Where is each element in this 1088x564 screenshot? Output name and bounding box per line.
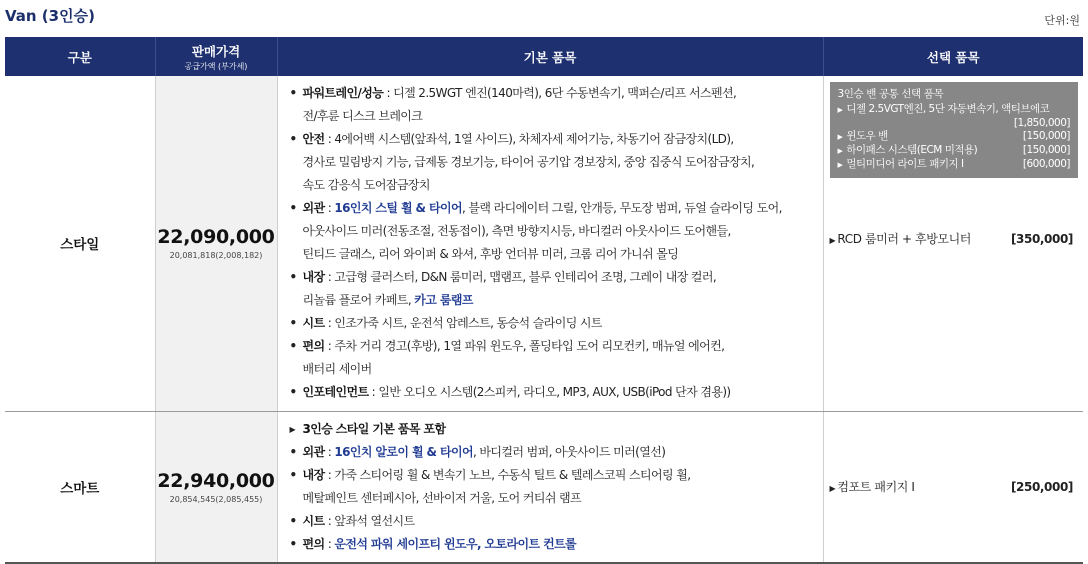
- header-category: 구분: [5, 37, 155, 76]
- basic-item-list: [290, 418, 815, 556]
- trim-row-style: [5, 76, 1083, 411]
- header-price-label: 판매가격: [191, 43, 241, 59]
- option-label: 윈도우 밴: [846, 130, 888, 142]
- option-label: ▶ 컴포트 패키지 I: [830, 478, 915, 495]
- triangle-icon: ▶: [837, 133, 843, 141]
- item-text: 디젤 2.5WGT 엔진(140마력), 6단 수동변속기, 맥퍼슨/리프 서스펜션,: [393, 86, 737, 101]
- triangle-icon: ▶: [837, 161, 843, 169]
- item-text: 배터리 세이버: [302, 362, 372, 377]
- trim-price-detail: 20,854,545(2,085,455): [169, 494, 263, 504]
- item-key: 외관: [302, 444, 325, 459]
- item-text: 전/후륜 디스크 브레이크: [302, 109, 423, 124]
- option-price: [150,000]: [1022, 144, 1070, 156]
- option-label: 하이패스 시스템(ECM 미적용): [846, 144, 978, 156]
- item-key: 인포테인먼트: [302, 385, 369, 400]
- triangle-icon: ▶: [837, 147, 843, 155]
- item-text: 가죽 스티어링 휠 & 변속기 노브, 수동식 틸트 & 텔레스코픽 스티어링 휠,: [334, 467, 691, 482]
- option-price: [600,000]: [1022, 158, 1070, 170]
- option-price: [1,850,000]: [1013, 117, 1070, 129]
- item-text: 아웃사이드 미러(전동조절, 전동접이), 측면 방향지시등, 바디컬러 아웃사이드 도어핸들,: [302, 224, 731, 239]
- item-sep: :: [368, 385, 379, 400]
- trim-price-detail: 20,081,818(2,008,182): [169, 251, 263, 261]
- option-label: 디젤 2.5VGT엔진, 5단 자동변속기, 액티브에코: [846, 103, 1050, 115]
- options-cell: [823, 76, 1083, 411]
- trim-price: 22,940,000: [157, 469, 275, 492]
- list-item: [290, 82, 815, 128]
- item-key: 내장: [302, 270, 325, 285]
- item-key: 파워트레인/성능: [302, 86, 384, 101]
- basic-items-cell: [277, 411, 823, 563]
- trim-name: 스타일: [5, 76, 155, 411]
- option-line: [838, 144, 1071, 158]
- triangle-icon: ▶: [837, 106, 843, 114]
- item-highlight: 16인치 알로이 휠 & 타이어: [334, 444, 473, 459]
- item-text: 속도 감응식 도어잠금장치: [302, 178, 430, 193]
- list-item: [290, 128, 815, 197]
- page-title: Van (3인승): [5, 7, 95, 25]
- item-text: 경사로 밀림방지 기능, 급제동 경보기능, 타이어 공기압 경보장치, 중앙 집중식 도어잠금장치,: [302, 155, 755, 170]
- item-sep: :: [324, 444, 335, 459]
- header-row: [5, 37, 1083, 76]
- trim-row-smart: [5, 411, 1083, 563]
- item-key: 편의: [302, 339, 325, 354]
- header-price-sub: 공급가액 (부가세): [184, 61, 248, 71]
- option-line: [838, 103, 1071, 117]
- item-key: 3인승 스타일 기본 품목 포함: [302, 421, 446, 436]
- option-price: [350,000]: [1010, 231, 1073, 246]
- list-item: [290, 464, 815, 510]
- item-key: 안전: [302, 132, 325, 147]
- option-line: [838, 130, 1071, 144]
- item-text: 앞좌석 열선시트: [334, 513, 415, 528]
- list-item: [290, 197, 815, 266]
- list-item: [290, 312, 815, 335]
- item-sep: :: [324, 513, 335, 528]
- unit-label: 단위:원: [1044, 14, 1080, 27]
- list-item: [290, 381, 815, 404]
- option-line: [838, 117, 1071, 130]
- header-price: [155, 37, 277, 76]
- item-sep: :: [324, 339, 335, 354]
- list-item: [290, 335, 815, 381]
- option-row: [824, 230, 1084, 247]
- trim-price: 22,090,000: [157, 226, 275, 249]
- list-item: [290, 510, 815, 533]
- item-text: 4에어백 시스템(앞좌석, 1열 사이드), 차체자세 제어기능, 차동기어 잠금장치(LD),: [334, 132, 734, 147]
- trim-name: 스마트: [5, 411, 155, 563]
- options-cell: [823, 411, 1083, 563]
- item-key: 편의: [302, 536, 325, 551]
- item-text: 틴티드 글래스, 리어 와이퍼 & 와셔, 후방 언더뷰 미러, 크롬 리어 가니쉬 몰딩: [302, 247, 679, 262]
- list-item: [290, 533, 815, 556]
- list-item: [290, 266, 815, 312]
- item-text: , 블랙 라디에이터 그릴, 안개등, 무도장 범퍼, 듀얼 슬라이딩 도어,: [461, 201, 782, 216]
- option-label: ▶ RCD 룸미러 + 후방모니터: [830, 230, 972, 247]
- item-sep: :: [383, 86, 394, 101]
- item-key: 내장: [302, 467, 325, 482]
- item-key: 외관: [302, 201, 325, 216]
- option-line: [838, 158, 1071, 172]
- item-text: 리놀륨 플로어 카페트,: [302, 293, 415, 308]
- item-text: 고급형 클러스터, D&N 룸미러, 맵램프, 블루 인테리어 조명, 그레이 내장 컬러,: [334, 270, 717, 285]
- item-highlight: 운전석 파워 세이프티 윈도우, 오토라이트 컨트롤: [334, 536, 577, 551]
- basic-item-list: [290, 82, 815, 404]
- item-sep: :: [324, 201, 335, 216]
- list-item: [290, 418, 815, 441]
- item-text: , 바디컬러 범퍼, 아웃사이드 미러(열선): [472, 444, 666, 459]
- item-key: 시트: [302, 513, 325, 528]
- item-sep: :: [324, 467, 335, 482]
- item-text: 인조가죽 시트, 운전석 암레스트, 동승석 슬라이딩 시트: [334, 316, 602, 331]
- price-cell: [155, 76, 277, 411]
- item-sep: :: [324, 316, 335, 331]
- header-options: 선택 품목: [823, 37, 1083, 76]
- item-sep: :: [324, 132, 335, 147]
- item-text: 주차 거리 경고(후방), 1열 파워 윈도우, 폴딩타입 도어 리모컨키, 매뉴얼 에어컨,: [334, 339, 725, 354]
- price-cell: [155, 411, 277, 563]
- common-options-box: [830, 82, 1079, 178]
- price-table: [5, 37, 1083, 564]
- item-text: 메탈페인트 센터페시아, 선바이저 거울, 도어 커티쉬 램프: [302, 490, 582, 505]
- item-sep: :: [324, 536, 335, 551]
- item-highlight: 16인치 스틸 휠 & 타이어: [334, 201, 462, 216]
- item-text: 일반 오디오 시스템(2스피커, 라디오, MP3, AUX, USB(iPod 단자 겸용)): [378, 385, 731, 400]
- option-price: [250,000]: [1010, 479, 1073, 494]
- option-row: [824, 478, 1084, 495]
- option-price: [150,000]: [1022, 130, 1070, 142]
- item-sep: :: [324, 270, 335, 285]
- list-item: [290, 441, 815, 464]
- item-key: 시트: [302, 316, 325, 331]
- common-options-title: 3인승 밴 공통 선택 품목: [837, 88, 944, 100]
- option-label: 멀티미디어 라이트 패키지 I: [846, 158, 964, 170]
- item-highlight: 카고 룸램프: [414, 293, 473, 308]
- header-basic: 기본 품목: [277, 37, 823, 76]
- basic-items-cell: [277, 76, 823, 411]
